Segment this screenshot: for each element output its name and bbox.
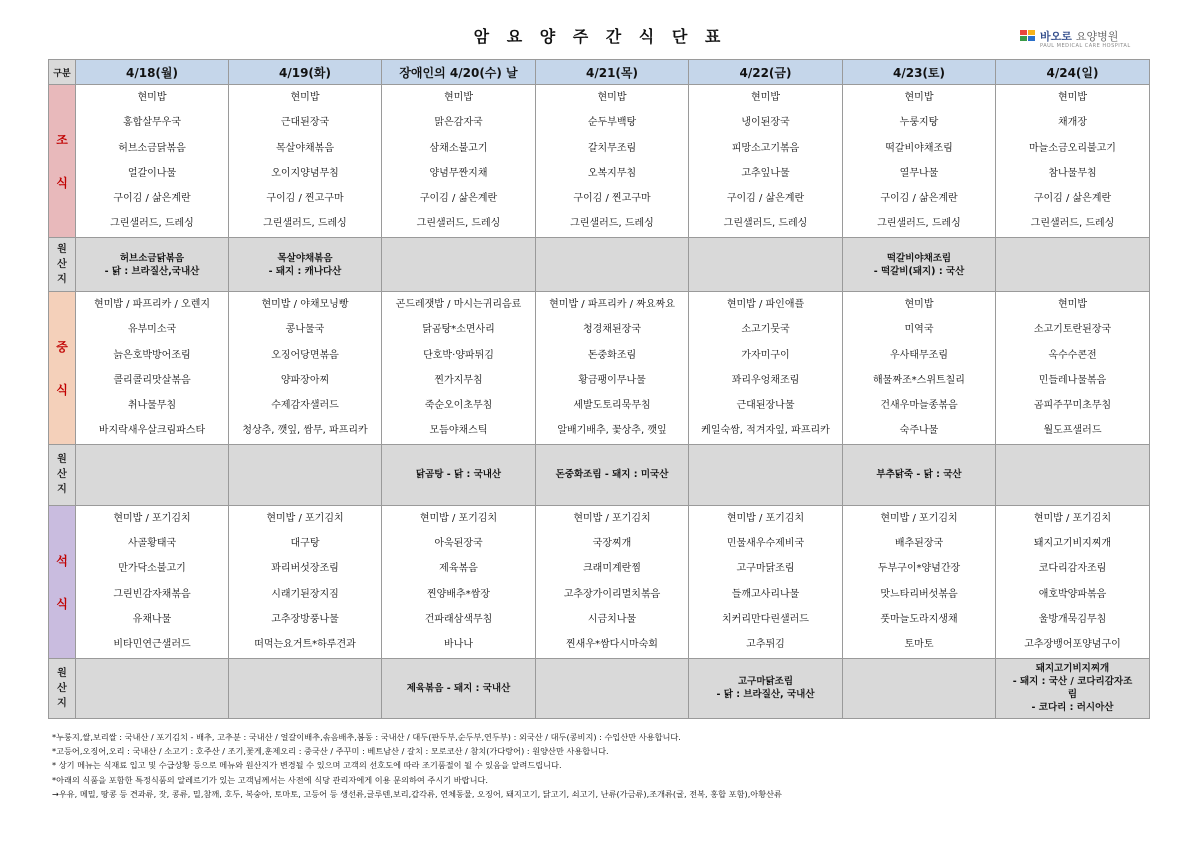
origin-label-char: 원 (57, 454, 67, 466)
menu-item: 열무나물 (899, 167, 939, 179)
lunch-day-cell (536, 292, 689, 445)
menu-item: 세발도토리묵무침 (573, 400, 651, 412)
menu-item: 돼지고기비지찌개 (1033, 538, 1112, 550)
lunch-label-char: 식 (56, 382, 68, 397)
menu-item: 국장찌개 (592, 538, 632, 550)
note-line: *누룽지,쌀,보리쌀 : 국내산 / 포기김치 - 배추, 고추분 : 국내산 / 얼갈이배추,솎음배추,봄동 : 국내산 / 대두(판두부,순두부,연두부) : 외국산 / 대두(콩비지) : 수입산만 사용합니다. (52, 732, 681, 742)
menu-item: 마늘소금오리불고기 (1029, 142, 1116, 154)
origin-line: - 돼지 : 캐나다산 (268, 265, 342, 277)
origin-cell (382, 658, 536, 718)
menu-item: 현미밥 / 포기김치 (573, 512, 651, 524)
menu-item: 청경채된장국 (583, 324, 641, 336)
header-row (49, 60, 1150, 85)
menu-item: 찐새우*쌈다시마숙회 (566, 639, 658, 651)
dinner-day-cell (536, 505, 689, 658)
hospital-logo (1020, 28, 1118, 44)
menu-item: 꽈리우엉채조림 (731, 374, 800, 386)
origin-cell (76, 444, 229, 505)
menu-item: 크래미계란찜 (583, 563, 641, 575)
logo-subtitle: PAUL MEDICAL CARE HOSPITAL (1040, 43, 1131, 49)
menu-item: 건새우마늘종볶음 (880, 400, 958, 412)
origin-cell (843, 658, 996, 718)
menu-item: 우사태무조림 (890, 349, 948, 361)
origin-label-char: 산 (57, 682, 67, 694)
origin-label-cell (49, 238, 76, 292)
menu-item: 양념무짠지채 (429, 167, 488, 179)
origin-cell (536, 444, 689, 505)
menu-item: 황금팽이무나물 (578, 374, 646, 386)
breakfast-label-cell (49, 85, 76, 238)
origin-line: - 코다리 : 러시아산 (1031, 702, 1114, 714)
menu-item: 목살야채볶음 (276, 142, 334, 154)
dinner-row (49, 505, 1150, 658)
menu-item: 민물새우수제비국 (726, 538, 805, 550)
note-line: →우유, 메밀, 땅콩 등 견과류, 잣, 콩류, 밀,참깨, 호두, 복숭아, 토마토, 고등어 등 생선류,글루텐,보리,갑각류, 연체동물, 오징어, 돼지고기, 닭고기, 쇠고기, 난류(가금류),조개류(굴, 전복, 홍합 포함),아황산류 (52, 788, 782, 799)
menu-item: 그린샐러드, 드레싱 (416, 218, 501, 230)
menu-item: 구이김 / 찐고구마 (266, 193, 344, 205)
menu-item: 갈치무조림 (587, 142, 637, 154)
menu-item: 오복지무침 (587, 167, 637, 179)
menu-item: 유채나물 (132, 613, 172, 625)
logo-name: 바오로 (1040, 30, 1072, 43)
menu-item: 얼갈이나물 (127, 167, 177, 179)
origin-line: 림 (1067, 689, 1078, 701)
menu-item: 유부미소국 (127, 324, 177, 336)
note-line: * 상기 메뉴는 식재료 입고 및 수급상황 등으로 메뉴와 원산지가 변경될 수 있으며 고객의 선호도에 따라 조기품절이 될 수 있음을 알려드립니다. (52, 760, 562, 771)
breakfast_origin-row (49, 238, 1150, 292)
menu-item: 해물짜조*스위트칠리 (873, 374, 965, 386)
menu-item: 구이김 / 삶은계란 (1033, 193, 1112, 205)
origin-cell (996, 444, 1150, 505)
day-header: 4/21(목) (536, 60, 689, 85)
menu-item: 건파래삼색무침 (424, 613, 493, 625)
menu-item: 근대된장나물 (736, 400, 795, 412)
menu-item: 코다리감자조림 (1038, 563, 1107, 575)
menu-item: 애호박양파볶음 (1038, 588, 1107, 600)
origin-line: 제육볶음 - 돼지 : 국내산 (406, 682, 511, 694)
menu-item: 그린샐러드, 드레싱 (1030, 218, 1115, 230)
menu-item: 바지락새우살크림파스타 (98, 425, 206, 437)
menu-item: 구이김 / 삶은계란 (419, 193, 498, 205)
dinner-day-cell (382, 505, 536, 658)
breakfast-label-char: 식 (56, 176, 68, 190)
menu-item: 삼채소불고기 (429, 142, 488, 154)
menu-item: 그린샐러드, 드레싱 (263, 218, 347, 230)
menu-item: 제육볶음 (439, 563, 478, 575)
menu-item: 풋마늘도라지생채 (880, 613, 958, 625)
menu-item: 그린샐러드, 드레싱 (877, 218, 961, 230)
origin-line: 돼지고기비지찌개 (1035, 663, 1110, 675)
dinner-day-cell (996, 505, 1150, 658)
menu-item: 양파장아찌 (280, 374, 330, 386)
origin-cell (229, 444, 382, 505)
origin-cell (996, 658, 1150, 718)
menu-item: 냉이된장국 (741, 117, 790, 129)
origin-cell (689, 658, 843, 718)
origin-label-char: 원 (57, 667, 67, 679)
menu-item: 맑은감자국 (434, 117, 483, 129)
menu-item: 만가닥소불고기 (118, 563, 186, 575)
weekly-menu-table (48, 59, 1150, 719)
origin-cell (229, 238, 382, 292)
menu-item: 참나물무침 (1048, 167, 1097, 179)
origin-cell (843, 444, 996, 505)
menu-item: 민들레나물볶음 (1038, 374, 1107, 386)
menu-item: 그린샐러드, 드레싱 (110, 218, 194, 230)
day-header: 4/22(금) (689, 60, 843, 85)
menu-item: 콩나물국 (285, 324, 325, 336)
lunch-day-cell (229, 292, 382, 445)
origin-cell (536, 658, 689, 718)
lunch_origin-row (49, 444, 1150, 505)
menu-item: 현미밥 / 파프리카 / 오렌지 (93, 299, 211, 310)
menu-item: 현미밥 / 포기김치 (726, 512, 805, 524)
menu-item: 시금치나물 (587, 613, 637, 625)
menu-item: 돈중화조림 (587, 349, 637, 361)
menu-item: 현미밥 / 포기김치 (113, 512, 191, 524)
origin-cell (689, 238, 843, 292)
dinner-day-cell (689, 505, 843, 658)
menu-item: 현미밥 (1058, 299, 1087, 310)
dinner-day-cell (843, 505, 996, 658)
origin-line: 닭곰탕 - 닭 : 국내산 (415, 469, 502, 481)
menu-item: 배추된장국 (894, 538, 944, 550)
menu-item: 근대된장국 (280, 117, 330, 129)
menu-item: 현미밥 / 파인애플 (726, 299, 805, 310)
day-header: 4/18(월) (76, 60, 229, 85)
lunch-day-cell (843, 292, 996, 445)
logo-mark-icon (1020, 30, 1036, 42)
origin-line: 부추닭죽 - 닭 : 국산 (876, 469, 962, 481)
menu-item: 곰피주꾸미초무침 (1033, 400, 1112, 412)
menu-item: 수제감자샐러드 (271, 400, 339, 412)
menu-item: 떠먹는요거트*하루견과 (254, 639, 356, 651)
breakfast-day-cell (382, 85, 536, 238)
menu-item: 구이김 / 찐고구마 (573, 193, 651, 205)
menu-item: 현미밥 (751, 92, 780, 103)
menu-item: 찐가지무침 (434, 374, 483, 386)
origin-label-char: 산 (57, 259, 67, 270)
origin-label-char: 지 (57, 274, 67, 285)
dinner-day-cell (76, 505, 229, 658)
lunch-label (49, 338, 75, 398)
menu-item: 고추장방풍나물 (271, 613, 339, 625)
menu-item: 취나물무침 (127, 400, 177, 412)
origin-label-cell (49, 658, 76, 718)
corner-cell: 구분 (49, 60, 76, 85)
lunch-day-cell (382, 292, 536, 445)
breakfast-label-char: 조 (56, 133, 68, 147)
lunch-day-cell (76, 292, 229, 445)
origin-line: 목살야채볶음 (277, 252, 333, 264)
menu-item: 바나나 (444, 639, 473, 651)
menu-item: 닭곰탕*소면사리 (422, 324, 495, 336)
origin-cell (689, 444, 843, 505)
menu-item: 죽순오이초무침 (424, 400, 493, 412)
menu-item: 홍합살무우국 (123, 117, 181, 129)
menu-item: 단호박·양파튀김 (423, 349, 494, 361)
menu-item: 소고기토란된장국 (1033, 324, 1112, 336)
menu-item: 오이지양념무침 (271, 167, 339, 179)
menu-item: 구이김 / 삶은계란 (880, 193, 958, 205)
origin-cell (229, 658, 382, 718)
origin-line: - 닭 : 브라질산,국내산 (104, 265, 200, 277)
breakfast-day-cell (536, 85, 689, 238)
origin-line: 떡갈비야채조림 (886, 252, 952, 264)
origin-cell (843, 238, 996, 292)
origin-label (49, 243, 75, 286)
menu-item: 모듬야채스틱 (429, 425, 488, 437)
origin-label (49, 667, 75, 710)
breakfast-day-cell (689, 85, 843, 238)
origin-label-char: 지 (57, 484, 67, 496)
origin-cell (996, 238, 1150, 292)
breakfast-day-cell (76, 85, 229, 238)
menu-item: 고추장가이리멸치볶음 (563, 588, 661, 600)
day-header: 장애인의 4/20(수) 날 (382, 60, 536, 85)
menu-item: 현미밥 (137, 92, 167, 103)
menu-item: 대구탕 (290, 538, 320, 550)
menu-item: 현미밥 (904, 299, 934, 310)
menu-item: 케일숙쌈, 적겨자잎, 파프리카 (701, 425, 830, 437)
origin-label-cell (49, 444, 76, 505)
menu-item: 알배기배추, 꽃상추, 깻잎 (557, 425, 667, 437)
lunch-day-cell (996, 292, 1150, 445)
menu-item: 현미밥 / 포기김치 (266, 512, 344, 524)
menu-item: 고추튀김 (746, 639, 785, 651)
origin-line: - 떡갈비(돼지) : 국산 (873, 265, 965, 277)
origin-cell (382, 238, 536, 292)
menu-item: 누룽지탕 (899, 117, 939, 129)
menu-item: 아욱된장국 (434, 538, 483, 550)
menu-item: 소고기뭇국 (741, 324, 790, 336)
menu-item: 오징어당면볶음 (271, 349, 339, 361)
menu-item: 채개장 (1058, 117, 1087, 129)
origin-line: 허브소금닭볶음 (119, 252, 185, 264)
menu-item: 가자미구이 (741, 349, 790, 361)
menu-item: 맛느타리버섯볶음 (880, 588, 958, 600)
menu-item: 현미밥 / 파프리카 / 짜요짜요 (549, 299, 675, 310)
lunch-label-char: 중 (56, 339, 68, 354)
dinner-day-cell (229, 505, 382, 658)
menu-item: 현미밥 / 포기김치 (1033, 512, 1112, 524)
menu-item: 고추장뱅어포양념구이 (1024, 639, 1121, 651)
menu-item: 토마토 (904, 639, 934, 651)
origin-line: - 돼지 : 국산 / 코다리감자조 (1012, 676, 1133, 688)
note-line: *아래의 식품을 포함한 특정식품의 알레르기가 있는 고객님께서는 사전에 식당 관리자에게 이용 문의하여 주시기 바랍니다. (52, 774, 488, 785)
menu-item: 들깨고사리나물 (731, 588, 800, 600)
origin-label-char: 지 (57, 697, 67, 709)
menu-item: 사골황태국 (127, 538, 177, 550)
origin-label-char: 원 (57, 244, 67, 255)
day-header: 4/24(일) (996, 60, 1150, 85)
origin-line: 돈중화조림 - 돼지 : 미국산 (555, 469, 669, 481)
breakfast-day-cell (229, 85, 382, 238)
menu-item: 현미밥 / 포기김치 (419, 512, 498, 524)
menu-item: 현미밥 / 야채모닝빵 (261, 299, 349, 310)
menu-item: 현미밥 (597, 92, 627, 103)
menu-item: 찐양배추*쌈장 (427, 588, 490, 600)
menu-item: 옥수수콘전 (1048, 349, 1097, 361)
origin-cell (76, 238, 229, 292)
menu-item: 늙은호박방어조림 (113, 349, 191, 361)
day-header: 4/23(토) (843, 60, 996, 85)
note-line: *고등어,오징어,오리 : 국내산 / 소고기 : 호주산 / 조기,꽃게,훈제오리 : 중국산 / 주꾸미 : 베트남산 / 갈치 : 모로코산 / 참치(가다랑어) : 원양산만 사용합니다. (52, 746, 609, 757)
menu-item: 현미밥 (904, 92, 934, 103)
menu-item: 순두부백탕 (587, 117, 637, 129)
menu-item: 구이김 / 삶은계란 (726, 193, 805, 205)
menu-item: 고구마닭조림 (736, 563, 795, 575)
menu-item: 허브소금닭볶음 (118, 142, 186, 154)
breakfast-day-cell (996, 85, 1150, 238)
lunch-day-cell (689, 292, 843, 445)
menu-item: 구이김 / 삶은계란 (113, 193, 191, 205)
lunch-row (49, 292, 1150, 445)
day-header: 4/19(화) (229, 60, 382, 85)
menu-item: 꽈리버섯장조림 (271, 563, 339, 575)
menu-item: 콜리콜리맛살볶음 (113, 374, 191, 386)
menu-item: 청상추, 깻잎, 쌈무, 파프리카 (242, 425, 368, 437)
logo-suffix: 요양병원 (1075, 30, 1119, 43)
dinner-label (49, 552, 75, 612)
dinner_origin-row (49, 658, 1150, 718)
dinner-label-char: 석 (56, 553, 68, 568)
menu-item: 현미밥 / 포기김치 (880, 512, 958, 524)
breakfast-label (49, 131, 75, 191)
origin-cell (536, 238, 689, 292)
menu-item: 치커리만다린샐러드 (722, 613, 809, 625)
dinner-label-cell (49, 505, 76, 658)
notes-section (52, 730, 782, 801)
breakfast-row (49, 85, 1150, 238)
menu-item: 떡갈비야채조림 (885, 142, 953, 154)
origin-label-char: 산 (57, 469, 67, 481)
origin-cell (382, 444, 536, 505)
dinner-label-char: 식 (56, 596, 68, 611)
origin-line: - 닭 : 브라질산, 국내산 (716, 689, 815, 701)
menu-item: 그린샐러드, 드레싱 (723, 218, 808, 230)
menu-item: 시래기된장지짐 (271, 588, 339, 600)
menu-item: 현미밥 (1058, 92, 1087, 103)
menu-item: 그린빈감자채볶음 (113, 588, 191, 600)
origin-label (49, 453, 75, 496)
menu-item: 숙주나물 (899, 425, 939, 437)
menu-item: 비타민연근샐러드 (113, 639, 191, 651)
menu-item: 현미밥 (290, 92, 320, 103)
origin-cell (76, 658, 229, 718)
breakfast-day-cell (843, 85, 996, 238)
page-title: 암 요 양 주 간 식 단 표 (473, 27, 727, 46)
menu-item: 피망소고기볶음 (731, 142, 800, 154)
menu-item: 월도프샐러드 (1043, 425, 1102, 437)
menu-item: 울방개묵김무침 (1038, 613, 1107, 625)
menu-item: 그린샐러드, 드레싱 (570, 218, 654, 230)
lunch-label-cell (49, 292, 76, 445)
origin-line: 고구마닭조림 (737, 676, 794, 688)
menu-item: 두부구이*양념간장 (877, 563, 961, 575)
menu-item: 고추잎나물 (741, 167, 790, 179)
menu-item: 미역국 (904, 324, 934, 336)
menu-item: 현미밥 (444, 92, 473, 103)
menu-item: 곤드레잿밥 / 마시는귀리음료 (395, 299, 522, 310)
